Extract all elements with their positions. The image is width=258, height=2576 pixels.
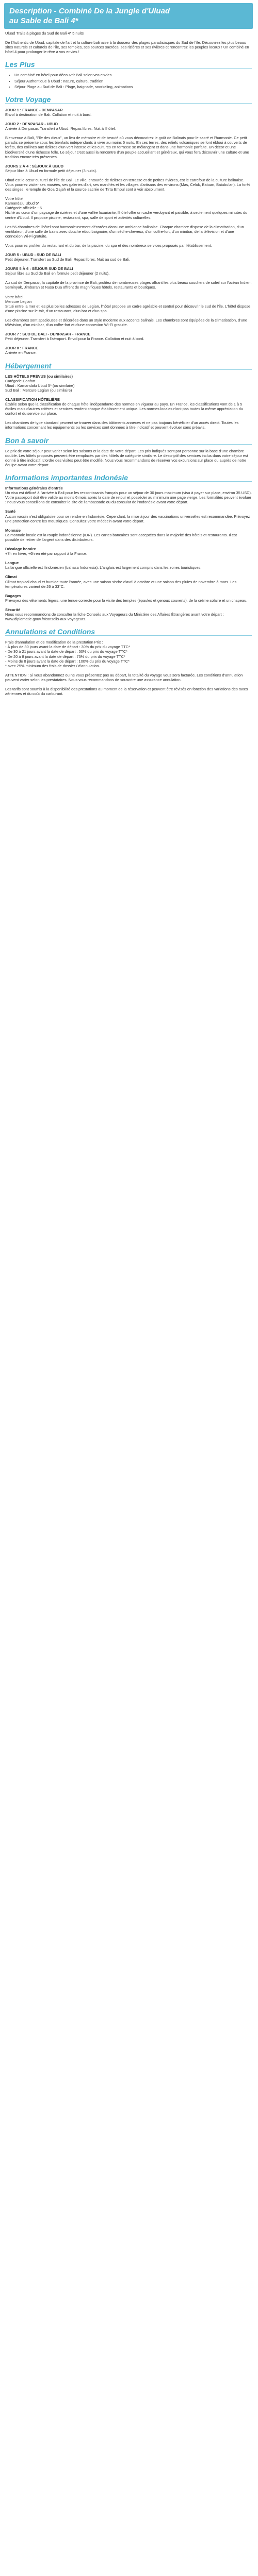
list-item: • Séjour Plage au Sud de Bali : Plage, baignade, snorkeling, animations — [14, 84, 252, 89]
info-heading: Langue — [5, 561, 19, 566]
day-text: Arrivée à Denpasar. Transfert à Ubud. Repas libres. Nuit à l'hôtel. — [5, 126, 116, 131]
page-title-line-2: au Sable de Bali 4* — [9, 16, 78, 25]
day-block — [5, 318, 252, 327]
section-title-voyage: Votre Voyage — [5, 97, 252, 104]
list-item: • Un combiné en hôtel pour découvrir Bali selon vos envies — [14, 73, 252, 77]
day-heading: JOUR 8 : FRANCE — [5, 346, 39, 351]
annulation-text-3: Les tarifs sont soumis à la disponibilité des prestations au moment de la réservation et peuvent être révisés en fonction des variations des taxes aériennes et du coût du carburant. — [5, 687, 248, 697]
hotels-heading: LES HÔTELS PRÉVUS (ou similaires) — [5, 374, 73, 379]
hotel-item: Ubud : Kamandalu Ubud 5* (ou similaire) — [5, 383, 75, 388]
day-text: Séjour libre à Ubud en formule petit déjeuner (3 nuits). — [5, 168, 97, 173]
section-title-infos: Informations importantes Indonésie — [5, 476, 252, 482]
info-text: Aucun vaccin n'est obligatoire pour se rendre en Indonésie. Cependant, la mise à jour des vaccinations universelles est recommandée. Prévoyez une protection contre les moustiques. Consultez votre médecin avant votre départ. — [5, 514, 250, 523]
day-heading: JOUR 2 : DENPASAR - UBUD — [5, 122, 58, 127]
title-banner — [4, 3, 253, 29]
page-title-line-1: Description - Combiné De la Jungle d'Uluad — [9, 7, 170, 15]
info-heading: Sécurité — [5, 607, 21, 612]
day-block — [5, 108, 252, 117]
day-text: Vous pourrez profiter du restaurant et du bar, de la piscine, du spa et des nombreux services proposés par l'établissement. — [5, 243, 212, 248]
info-heading: Informations générales d'entrée — [5, 486, 63, 491]
day-text: Envol à destination de Bali. Collation et nuit à bord. — [5, 112, 92, 117]
section-title-les-plus: Les Plus — [5, 62, 252, 69]
day-heading: JOURS 2 À 4 : SÉJOUR À UBUD — [5, 163, 63, 168]
info-heading: Bagages — [5, 593, 21, 598]
voyage-days — [5, 108, 252, 355]
info-heading: Monnaie — [5, 528, 21, 533]
main-content — [0, 31, 258, 696]
day-block — [5, 164, 252, 173]
day-block — [5, 122, 252, 131]
day-block — [5, 295, 252, 313]
day-block — [5, 178, 252, 192]
section-title-annulations: Annulations et Conditions — [5, 630, 252, 636]
info-heading: Santé — [5, 509, 16, 514]
hotels-list — [5, 379, 252, 393]
info-heading: Décalage horaire — [5, 547, 36, 552]
classification-heading: CLASSIFICATION HÔTELIÈRE — [5, 397, 60, 402]
annulation-text-2: ATTENTION : Si vous abandonnez ou ne vous présentez pas au départ, la totalité du voyage vous sera facturée. Les conditions d'annulation peuvent varier selon les prestataires. Nous vous recommandons de souscrire une assurance annulation. — [5, 672, 243, 682]
classification-text-2: Les chambres de type standard peuvent se trouver dans des bâtiments annexes et ne pas toujours bénéficier d'un accès direct. Toutes les informations concernant les équipements ou les services sont données à titre indicatif et peuvent évoluer sans préavis. — [5, 420, 239, 430]
les-plus-list — [5, 73, 252, 89]
intro-text: De l'Authentic de Ubud, capitale de l'art et la culture balinaise à la douceur des plages paradisiaques du Sud de l'île. Découvrez les plus beaux sites naturels et culturels de l'île, ses temples, ses sources sacrées, ses rizières et ses rivières et rencontrez les peuples locaux ! Un combiné en hôtel 4 pour prolonger le rêve à vos envies ! — [5, 40, 249, 55]
day-text: Au sud de Denpasar, la capitale de la province de Bali, profitez de nombreuses plages offrant les plus beaux couchers de soleil sur l'océan Indien. Seminyak, Jimbaran et Nusa Dua offrent de magnifiques hôtels, restaurants et boutiques. — [5, 280, 252, 290]
day-heading: JOURS 5 À 6 : SÉJOUR SUD DE BALI — [5, 266, 73, 272]
info-text: Nous vous recommandons de consulter la fiche Conseils aux Voyageurs du Ministère des Affaires Étrangères avant votre départ : www.diplomatie.gouv.fr/conseils-aux-voyageurs. — [5, 612, 224, 622]
day-block — [5, 196, 252, 219]
day-heading: JOUR 5 : UBUD - SUD DE BALI — [5, 252, 61, 257]
intro-subtitle: Uluad Trails à plages du Sud de Bali 4* 5 nuits — [5, 31, 84, 36]
day-text: Bienvenue à Bali, "l'île des dieux", un lieu de mémoire et de beauté où vous découvrirez le goût de Balinais pour le sacré et l'harmonie. Ce petit paradis se présente sous les bienfaits indépendants à vivre au moins 5 nuits. En ces terres, des reliefs volcaniques se font ébloui à couverts de forêts, des collines aux rizières d'un vert intense et les cultures en terrasse se mélangent et dans une harmonie parfaite. Un décor et une biodiversité d'une richesse folle. Le séjour c'est aussi la rencontre d'un peuple accueillant et généreux, qui vous fera découvrir une culture et une tradition encore très présentes. — [5, 135, 249, 159]
day-text: Votre hôtel Kamandalu Ubud 5* Catégorie officielle : 5 Niché au cœur d'un paysage de rizières et d'une vallée luxuriante, l'hôtel offre un cadre verdoyant et paisible, à seulement quelques minutes du centre d'Ubud. Il propose piscine, restaurant, spa, salle de sport et activités culturelles. — [5, 196, 248, 220]
day-text: Arrivée en France. — [5, 350, 37, 355]
day-text: Ubud est le cœur culturel de l'île de Bali. Le ville, entourée de rizières en terrasse et de petites rivières, est le carrefour de la culture balinaise. Vous pourrez visiter ses musées, ses galeries d'art, ses marchés et les villages d'artisans des environs (Mas, Celuk, Batuan, Batubulan). La forêt des singes, le temple de Goa Gajah et la source sacrée de Tirta Empul sont à voir absolument. — [5, 177, 250, 192]
hotel-item: Catégorie Confort — [5, 378, 36, 383]
hotel-item: Sud Bali : Mercure Legian (ou similaire) — [5, 387, 72, 393]
day-heading: JOUR 1 : FRANCE - DENPASAR — [5, 107, 63, 112]
annulation-text: Frais d'annulation et de modification de la prestation Prix : - À plus de 30 jours avant la date de départ : 30% du prix du voyage TTC* - De 30 à 21 jours avant la date de départ : 50% du prix du voyage TTC* - De 20 à 8 jours avant la date de départ : 75% du prix du voyage TTC* - Moins de 8 jours avant la date de départ : 100% du prix du voyage TTC* * avec 25% minimum des frais de dossier / d'annulation. — [5, 640, 130, 668]
day-block — [5, 135, 252, 159]
info-text: +7h en hiver, +6h en été par rapport à la France. — [5, 551, 88, 556]
info-text: La monnaie locale est la roupie indonésienne (IDR). Les cartes bancaires sont acceptées dans la majorité des hôtels et restaurants. Il est possible de retirer de l'argent dans des distributeurs. — [5, 532, 237, 542]
bon-savoir-text: Le prix de votre séjour peut varier selon les saisons et la date de votre départ. Les prix indiqués sont par personne sur la base d'une chambre double. Les hôtels proposés peuvent être remplacés par des hôtels de catégorie similaire. Le descriptif des services inclus dans votre séjour est donné à titre indicatif. L'ordre des visites peut être modifié. Nous vous recommandons de réserver vos excursions sur place ou auprès de notre équipe avant votre départ. — [5, 448, 248, 467]
classification-text: Établie selon que la classification de chaque hôtel indépendante des normes en vigueur au pays. En France, les classifications vont de 1 à 5 étoiles mais d'autres critères et services rendent chaque établissement unique. Les normes locales n'ont pas toutes la même appréciation du confort et du service sur place. — [5, 402, 243, 416]
day-block — [5, 346, 252, 355]
info-text: La langue officielle est l'indonésien (bahasa Indonesia). L'anglais est largement compris dans les zones touristiques. — [5, 565, 202, 570]
day-heading: JOUR 7 : SUD DE BALI - DENPASAR - FRANCE — [5, 332, 91, 337]
list-item: • Séjour Authentique à Ubud : nature, culture, tradition — [14, 79, 252, 83]
info-text: Climat tropical chaud et humide toute l'année, avec une saison sèche d'avril à octobre et une saison des pluies de novembre à mars. Les températures varient de 26 à 33°C. — [5, 579, 237, 589]
day-block — [5, 266, 252, 276]
info-text: Prévoyez des vêtements légers, une tenue correcte pour la visite des temples (épaules et genoux couverts), de la crème solaire et un chapeau. — [5, 598, 248, 603]
info-heading: Climat — [5, 574, 17, 580]
day-block — [5, 252, 252, 262]
day-block — [5, 243, 252, 248]
day-text: Petit déjeuner. Transfert au Sud de Bali. Repas libres. Nuit au sud de Bali. — [5, 257, 130, 262]
day-block — [5, 280, 252, 290]
day-text: Petit déjeuner. Transfert à l'aéroport. Envol pour la France. Collation et nuit à bord. — [5, 336, 144, 342]
day-block — [5, 225, 252, 239]
section-title-hebergement: Hébergement — [5, 364, 252, 370]
day-text: Séjour libre au Sud de Bali en formule petit déjeuner (2 nuits). — [5, 271, 110, 276]
section-title-bon-savoir: Bon à savoir — [5, 438, 252, 445]
day-text: Les 56 chambres de l'hôtel sont harmonieusement décorées dans une ambiance balinaise. Chaque chambre dispose de la climatisation, d'un ventilateur, d'une salle de bains avec douche et/ou baignoire, d'un sèche-cheveux, d'un coffre-fort, d'un minibar, de la télévision et d'une connexion Wi-Fi gratuite. — [5, 224, 244, 239]
day-text: Votre hôtel Mercure Legian Situé entre la mer et les plus belles adresses de Legian, l'hôtel propose un cadre agréable et central pour découvrir le sud de l'île. L'hôtel dispose d'une piscine sur le toit, d'un restaurant, d'un bar et d'un spa. — [5, 294, 251, 313]
info-text: Un visa est délivré à l'arrivée à Bali pour les ressortissants français pour un séjour de 30 jours maximum (visa à payer sur place, environ 35 USD). Votre passeport doit être valide au moins 6 mois après la date de retour et posséder au minimum une page vierge. Les formalités peuvent évoluer : nous vous conseillons de consulter le site de l'ambassade ou du consulat de l'Indonésie avant votre départ. — [5, 490, 252, 505]
day-block — [5, 332, 252, 341]
day-text: Les chambres sont spacieuses et décorées dans un style moderne aux accents balinais. Les chambres sont équipées de la climatisation, d'une télévision, d'un minibar, d'un coffre-fort et d'une connexion Wi-Fi gratuite. — [5, 317, 247, 328]
